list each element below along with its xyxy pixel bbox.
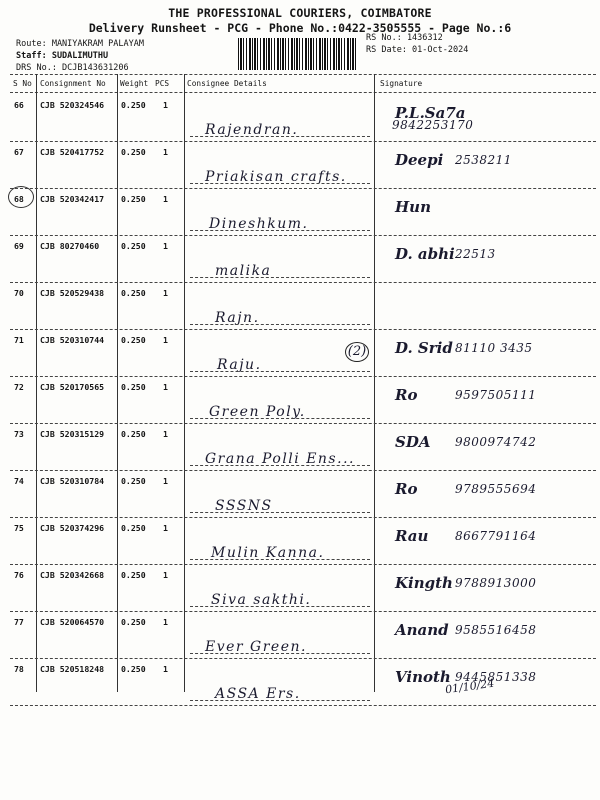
col-line-2 — [117, 74, 118, 692]
row68-circle-mark — [8, 186, 34, 208]
row-consignee-underline — [190, 183, 370, 184]
row-signature: D. Srid — [395, 339, 453, 357]
row-consignee-name: Raju. — [217, 357, 262, 373]
row-divider — [10, 188, 596, 189]
row-signature: Deepi — [395, 151, 444, 169]
row-signature: Hun — [395, 198, 431, 216]
row-consignee-name: ASSA Ers. — [215, 686, 301, 702]
row-pcs: 1 — [163, 335, 168, 345]
row-consignee-underline — [190, 606, 370, 607]
row-divider — [10, 564, 596, 565]
row-consignee-underline — [190, 371, 370, 372]
row-weight: 0.250 — [121, 476, 146, 486]
row-consignee-underline — [190, 136, 370, 137]
row-divider — [10, 376, 596, 377]
row-divider — [10, 470, 596, 471]
row-sno: 77 — [14, 617, 24, 627]
row-signature-phone: 2538211 — [455, 153, 512, 167]
row-divider — [10, 611, 596, 612]
row-consignment-no: CJB 520529438 — [40, 288, 105, 298]
row-weight: 0.250 — [121, 429, 146, 439]
row-sno: 73 — [14, 429, 24, 439]
row-consignment-no: CJB 520064570 — [40, 617, 105, 627]
staff-label: Staff: SUDALIMUTHU — [16, 51, 109, 61]
row-sno: 67 — [14, 147, 24, 157]
col-header-consignee: Consignee Details — [187, 79, 267, 88]
row-consignee-underline — [190, 700, 370, 701]
row-divider — [10, 282, 596, 283]
col-line-3 — [184, 74, 185, 692]
row-sno: 70 — [14, 288, 24, 298]
row-sno: 69 — [14, 241, 24, 251]
row-weight: 0.250 — [121, 288, 146, 298]
row-consignment-no: CJB 80270460 — [40, 241, 100, 251]
row-consignee-name: malika — [215, 263, 272, 279]
row-weight: 0.250 — [121, 382, 146, 392]
row-sno: 74 — [14, 476, 24, 486]
row-signature-phone: 9788913000 — [455, 576, 537, 590]
row-pcs: 1 — [163, 100, 168, 110]
row-weight: 0.250 — [121, 523, 146, 533]
row-sno: 78 — [14, 664, 24, 674]
row-sno: 68 — [14, 194, 24, 204]
row-signature-phone: 9585516458 — [455, 623, 537, 637]
row-signature-phone: 22513 — [455, 247, 496, 261]
row-sno: 66 — [14, 100, 24, 110]
header-divider-top — [10, 74, 596, 75]
row-consignment-no: CJB 520342668 — [40, 570, 105, 580]
row-weight: 0.250 — [121, 194, 146, 204]
row-consignee-underline — [190, 465, 370, 466]
row-consignee-underline — [190, 559, 370, 560]
row-sno: 76 — [14, 570, 24, 580]
row-weight: 0.250 — [121, 570, 146, 580]
row-consignee-underline — [190, 418, 370, 419]
row-weight: 0.250 — [121, 147, 146, 157]
row-consignee-underline — [190, 653, 370, 654]
row-signature: Kingth — [395, 574, 453, 592]
row-pcs: 1 — [163, 429, 168, 439]
rs-number: RS No.: 1436312 — [366, 33, 443, 43]
row-pcs: 1 — [163, 241, 168, 251]
row-consignment-no: CJB 520374296 — [40, 523, 105, 533]
row-consignee-name: Rajendran. — [205, 122, 299, 138]
row-pcs: 1 — [163, 288, 168, 298]
row-sno: 71 — [14, 335, 24, 345]
row71-circled-mark: (2) — [345, 342, 369, 362]
row-signature-phone: 9445851338 — [455, 670, 537, 684]
row-consignee-name: Priakisan crafts. — [205, 169, 347, 185]
row-divider — [10, 517, 596, 518]
row-consignment-no: CJB 520310784 — [40, 476, 105, 486]
row-weight: 0.250 — [121, 617, 146, 627]
row-consignee-underline — [190, 324, 370, 325]
row-weight: 0.250 — [121, 335, 146, 345]
row-divider — [10, 329, 596, 330]
row-signature: Anand — [395, 621, 449, 639]
row-pcs: 1 — [163, 664, 168, 674]
row-signature-phone: 9789555694 — [455, 482, 537, 496]
row-signature-phone: 8667791164 — [455, 529, 537, 543]
row-consignee-name: SSSNS — [215, 498, 273, 514]
row-consignee-name: Dineshkum. — [209, 216, 309, 232]
col-line-4 — [374, 74, 375, 692]
row-pcs: 1 — [163, 570, 168, 580]
row-signature: SDA — [395, 433, 431, 451]
row-sno: 75 — [14, 523, 24, 533]
row-weight: 0.250 — [121, 100, 146, 110]
row-signature-phone: 81110 3435 — [455, 341, 533, 355]
row-divider — [10, 141, 596, 142]
row-consignment-no: CJB 520518248 — [40, 664, 105, 674]
route-label: Route: MANIYAKRAM PALAYAM — [16, 39, 144, 49]
row-signature: Ro — [395, 386, 418, 404]
row-consignee-name: Mulin Kanna. — [211, 545, 325, 561]
col-header-signature: Signature — [380, 79, 423, 88]
row-sno: 72 — [14, 382, 24, 392]
row-divider — [10, 235, 596, 236]
row78-date-note: 01/10/24 — [444, 676, 496, 697]
row-signature: Rau — [395, 527, 429, 545]
row-signature-phone: 9800974742 — [455, 435, 537, 449]
company-title: THE PROFESSIONAL COURIERS, COIMBATORE — [168, 6, 432, 20]
row-signature-phone: 9597505111 — [455, 388, 537, 402]
rs-date: RS Date: 01-Oct-2024 — [366, 45, 469, 55]
row-consignee-name: Grana Polli Ens... — [205, 451, 355, 467]
row-signature: Ro — [395, 480, 418, 498]
drs-number: DRS No.: DCJB143631206 — [16, 63, 129, 73]
row-consignee-name: Green Poly. — [209, 404, 306, 420]
row-divider — [10, 705, 596, 706]
row-pcs: 1 — [163, 382, 168, 392]
row-consignee-underline — [190, 230, 370, 231]
row-consignment-no: CJB 520417752 — [40, 147, 105, 157]
row-pcs: 1 — [163, 194, 168, 204]
row-divider — [10, 423, 596, 424]
row-pcs: 1 — [163, 476, 168, 486]
col-header-pcs: PCS — [155, 79, 170, 88]
row-pcs: 1 — [163, 523, 168, 533]
row-signature: P.L.Sa7a — [395, 104, 466, 122]
row-signature-phone: 9842253170 — [392, 118, 474, 132]
row-consignee-name: Siva sakthi. — [211, 592, 312, 608]
row-consignment-no: CJB 520342417 — [40, 194, 105, 204]
row-consignment-no: CJB 520315129 — [40, 429, 105, 439]
row-divider — [10, 658, 596, 659]
row-consignment-no: CJB 520170565 — [40, 382, 105, 392]
row-consignee-name: Rajn. — [215, 310, 260, 326]
header-divider-bottom — [10, 92, 596, 93]
row-weight: 0.250 — [121, 241, 146, 251]
col-header-consignment: Consignment No — [40, 79, 106, 88]
col-header-weight: Weight — [120, 79, 149, 88]
row-consignee-name: Ever Green. — [205, 639, 307, 655]
row-consignee-underline — [190, 512, 370, 513]
runsheet-subtitle: Delivery Runsheet - PCG - Phone No.:0422-3505555 - Page No.:6 — [88, 21, 512, 35]
row-pcs: 1 — [163, 147, 168, 157]
row-consignee-underline — [190, 277, 370, 278]
row-consignment-no: CJB 520310744 — [40, 335, 105, 345]
col-line-1 — [36, 74, 37, 692]
row-signature: D. abhi — [395, 245, 455, 263]
row-consignment-no: CJB 520324546 — [40, 100, 105, 110]
row-pcs: 1 — [163, 617, 168, 627]
row-signature: Vinoth — [395, 668, 451, 686]
row-weight: 0.250 — [121, 664, 146, 674]
barcode — [238, 38, 358, 70]
col-header-sno: S No — [13, 79, 32, 88]
